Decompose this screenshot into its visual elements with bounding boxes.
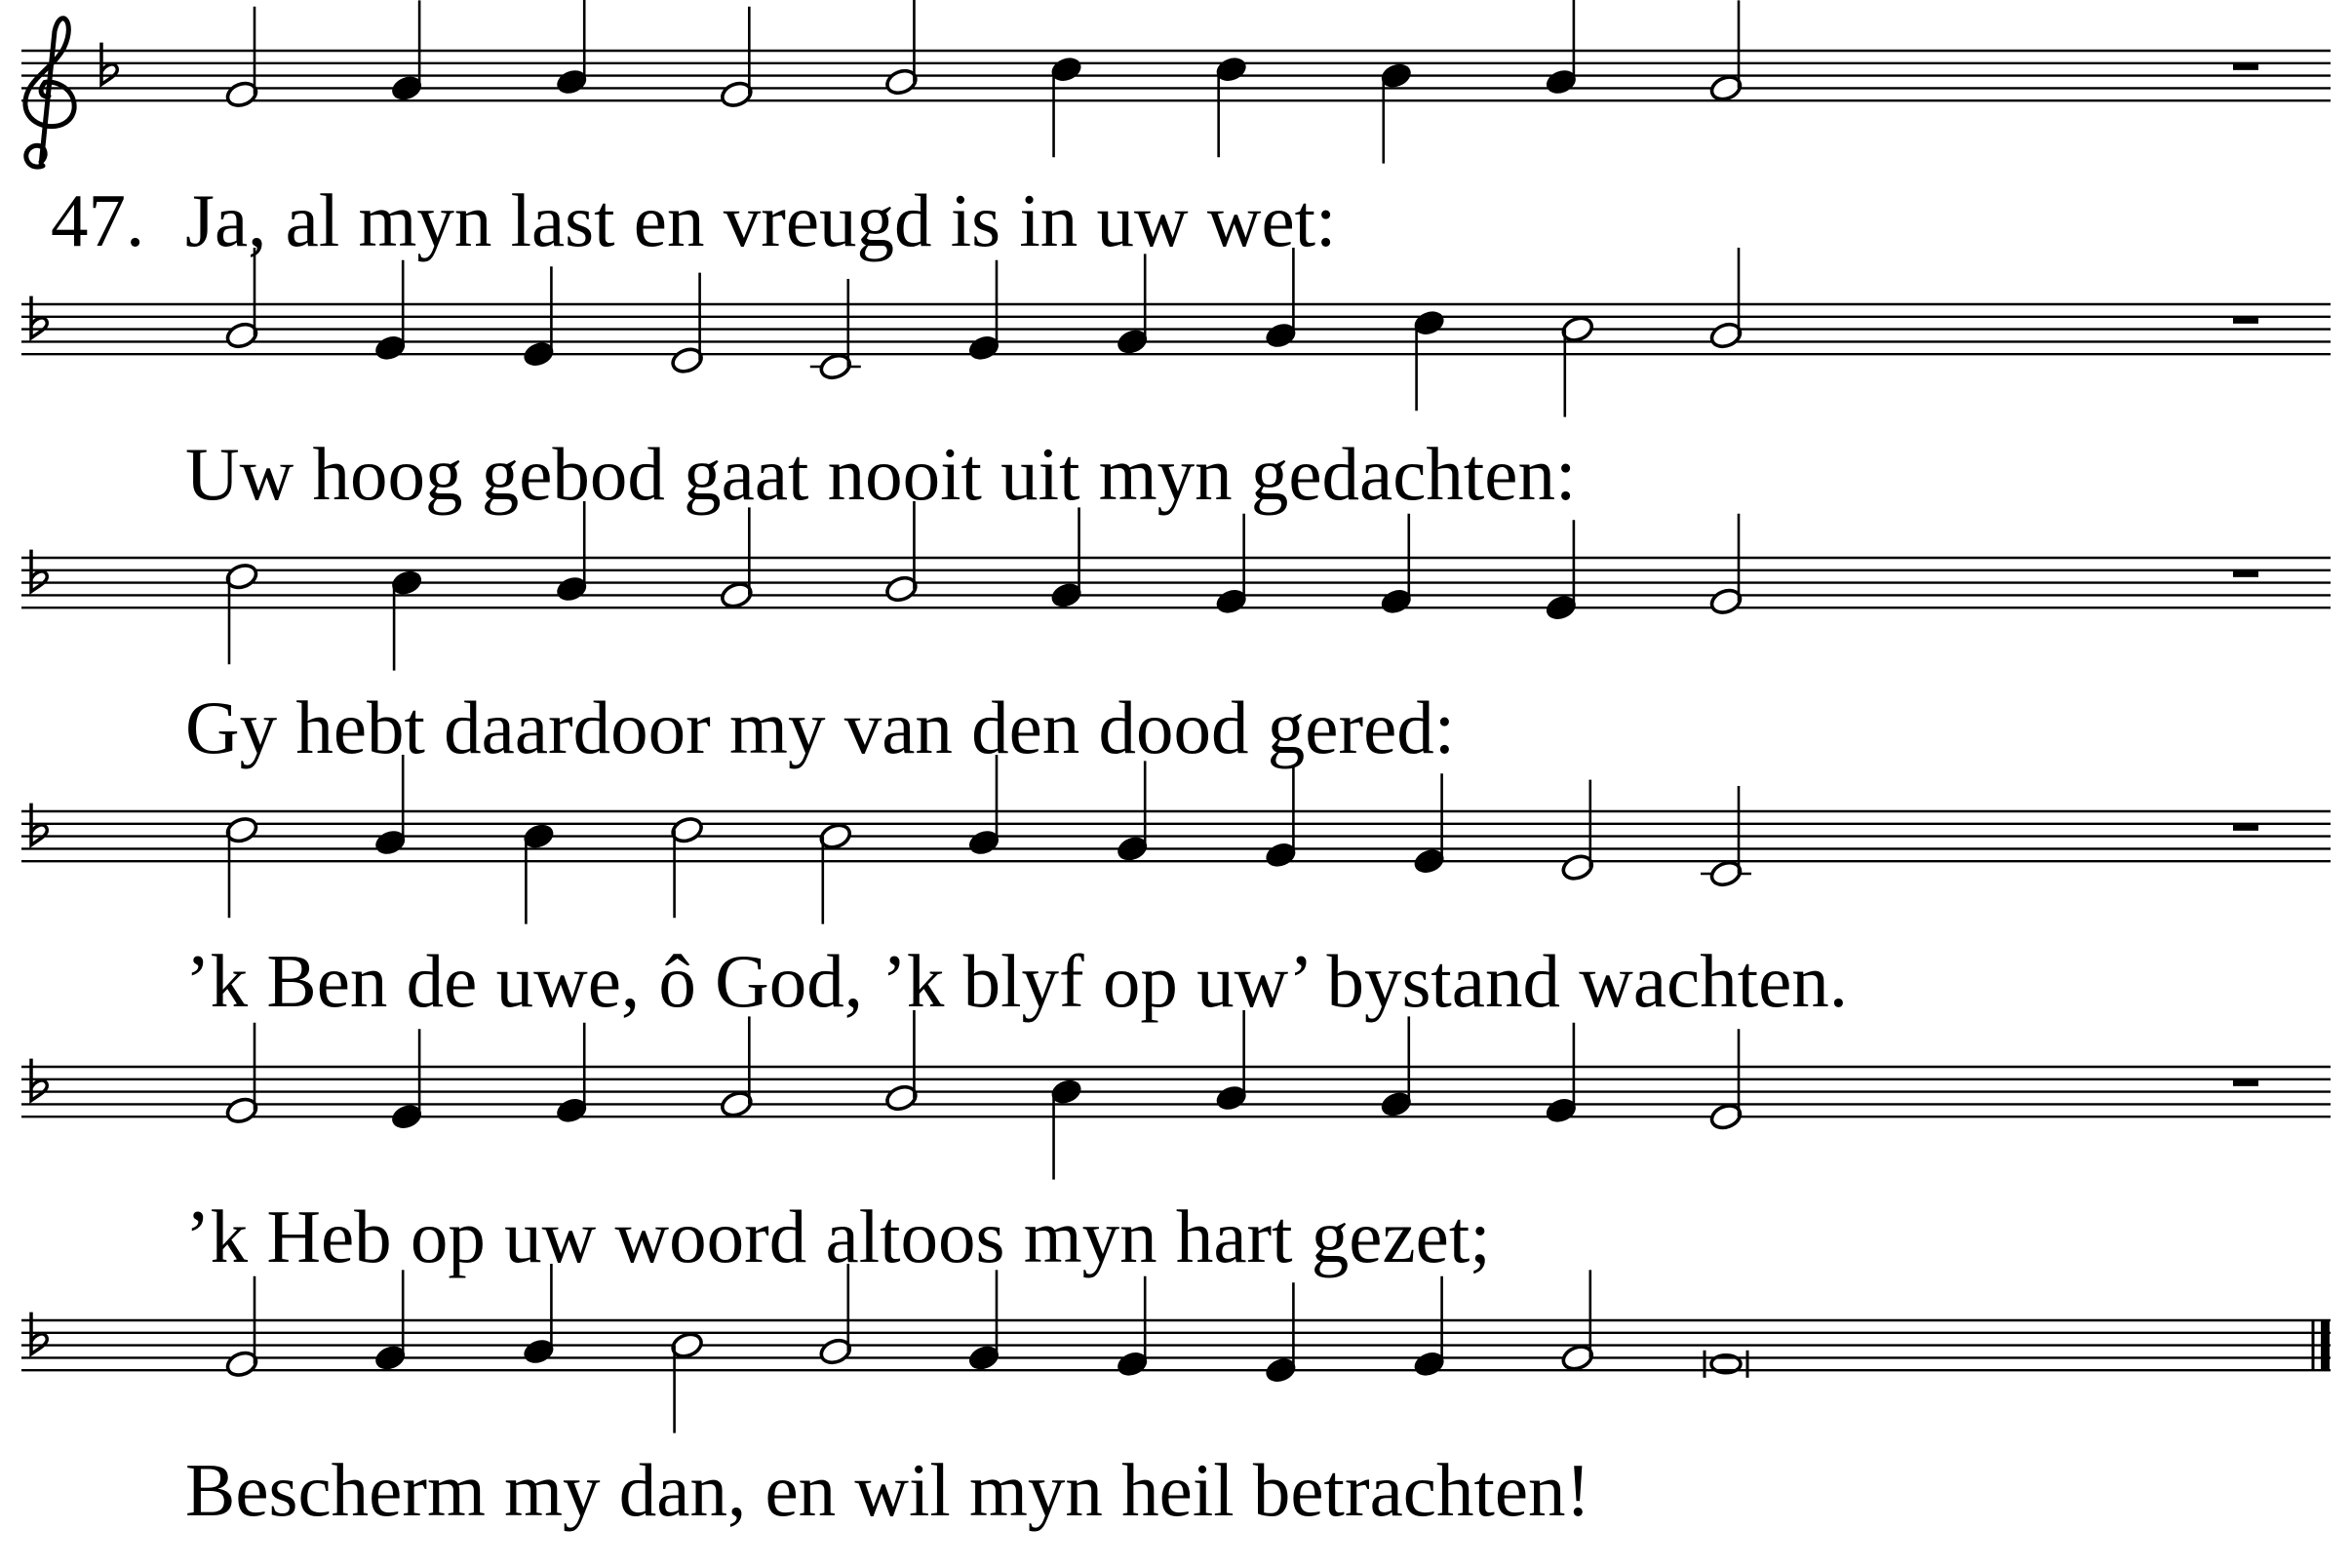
note xyxy=(884,1010,920,1113)
lyric-line: ’k Ben de uwe, ô God, ’k blyf op uw’ bystand wachten. xyxy=(185,939,1849,1023)
note xyxy=(1049,1077,1084,1179)
final-barline-thick xyxy=(2321,1320,2330,1370)
lyric-line: ’k Heb op uw woord altoos myn hart gezet; xyxy=(185,1195,1491,1278)
note xyxy=(1708,248,1744,350)
note xyxy=(1560,314,1595,416)
note xyxy=(1115,1276,1150,1379)
half-rest-icon xyxy=(2233,63,2258,70)
note xyxy=(1544,0,1579,97)
treble-clef-icon xyxy=(25,19,74,167)
note xyxy=(1412,1276,1447,1379)
note xyxy=(224,1276,259,1379)
note xyxy=(1412,308,1447,411)
note xyxy=(372,755,408,857)
note xyxy=(522,821,557,923)
note xyxy=(818,1264,853,1366)
staff-system xyxy=(21,501,2331,769)
staff-system xyxy=(21,248,2331,516)
note xyxy=(224,1023,259,1125)
note xyxy=(1214,1010,1249,1113)
note xyxy=(389,568,424,670)
note xyxy=(1705,1351,1747,1378)
staff-system xyxy=(21,1010,2331,1278)
note xyxy=(1560,780,1595,882)
score-systems xyxy=(21,0,2331,1532)
note xyxy=(1544,1023,1579,1125)
note xyxy=(1264,767,1299,870)
note xyxy=(372,260,408,363)
note xyxy=(554,1023,589,1125)
note xyxy=(1214,55,1249,157)
staff-system xyxy=(21,0,2331,262)
staff-system xyxy=(21,1264,2331,1532)
verse-number: 47. xyxy=(51,178,145,262)
staff-system xyxy=(21,755,2331,1023)
half-rest-icon xyxy=(2233,1079,2258,1086)
note xyxy=(670,815,705,918)
note xyxy=(224,248,259,350)
note xyxy=(554,0,589,97)
half-rest-icon xyxy=(2233,317,2258,324)
note xyxy=(966,755,1001,857)
note xyxy=(224,562,259,664)
half-rest-icon xyxy=(2233,570,2258,577)
note xyxy=(224,7,259,109)
lyric-line: Ja, al myn last en vreugd is in uw wet: xyxy=(185,178,1337,262)
note xyxy=(1379,60,1414,163)
note xyxy=(1379,514,1414,616)
note xyxy=(884,501,920,604)
note xyxy=(670,273,705,375)
note xyxy=(670,1330,705,1432)
note xyxy=(224,815,259,918)
note xyxy=(884,0,920,97)
lyric-line: Uw hoog gebod gaat nooit uit myn gedachten: xyxy=(185,432,1577,516)
half-rest-icon xyxy=(2233,824,2258,831)
note xyxy=(1708,514,1744,616)
note xyxy=(818,821,853,923)
note xyxy=(1049,55,1084,157)
note xyxy=(522,1264,557,1366)
note xyxy=(1264,248,1299,350)
note xyxy=(1214,514,1249,616)
note xyxy=(554,501,589,604)
lyric-line: Gy hebt daardoor my van den dood gered: xyxy=(185,686,1456,769)
note xyxy=(719,7,754,109)
note xyxy=(966,260,1001,363)
lyric-line: Bescherm my dan, en wil myn heil betrachten! xyxy=(185,1448,1591,1532)
